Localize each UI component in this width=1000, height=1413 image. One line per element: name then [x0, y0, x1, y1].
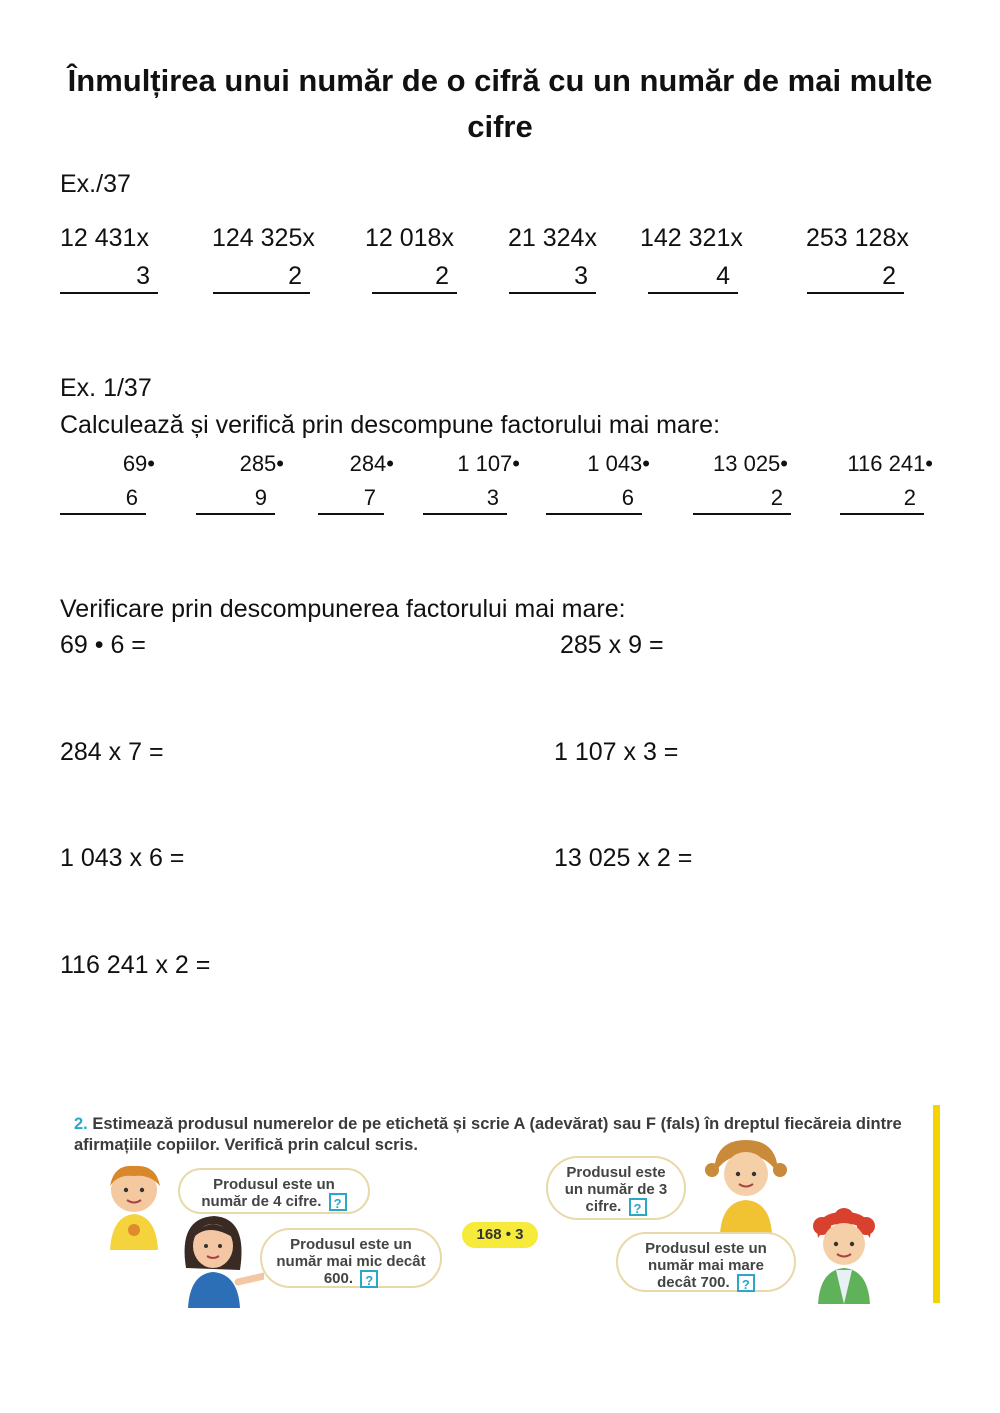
- answer-box[interactable]: ?: [629, 1198, 647, 1216]
- equation: 284 x 7 =: [60, 738, 164, 766]
- multiplier: 4: [648, 262, 738, 294]
- multiplicand: 116 241•: [847, 451, 933, 476]
- equation: 13 025 x 2 =: [554, 844, 693, 872]
- equation: 116 241 x 2 =: [60, 951, 211, 979]
- multiplier: 2: [840, 485, 924, 515]
- multiplier: 2: [372, 262, 457, 294]
- equation: 1 043 x 6 =: [60, 844, 185, 872]
- exercise-label: Ex. 1/37: [60, 374, 152, 402]
- multiplier: 2: [807, 262, 904, 294]
- girl-illustration: [700, 1134, 792, 1234]
- multiplicand: 13 025•: [713, 451, 788, 476]
- page-title: Înmulțirea unui număr de o cifră cu un număr de mai multe cifre: [67, 63, 933, 144]
- exercise-number: 2.: [74, 1115, 88, 1133]
- girl-illustration: [168, 1208, 264, 1308]
- speech-bubble: [260, 1228, 442, 1288]
- speech-bubble: [616, 1232, 796, 1292]
- multiplicand: 12 431x: [60, 224, 149, 252]
- equation: 285 x 9 =: [560, 631, 664, 659]
- boy-illustration: [94, 1160, 176, 1250]
- number-tag: 168 • 3: [462, 1222, 538, 1248]
- bubble-text: Produsul este un număr mai mic decât 600.: [276, 1236, 426, 1287]
- multiplier: 6: [546, 485, 642, 515]
- speech-bubble: [178, 1168, 370, 1214]
- page-margin-stripe: [933, 1105, 940, 1303]
- equation: 1 107 x 3 =: [554, 738, 679, 766]
- exercise-instruction: Calculează și verifică prin descompune factorului mai mare:: [60, 411, 721, 439]
- bubble-text: Produsul este un număr de 4 cifre.: [201, 1176, 335, 1210]
- multiplier: 3: [423, 485, 507, 515]
- multiplicand: 1 043•: [587, 451, 650, 476]
- multiplier: 2: [213, 262, 310, 294]
- multiplicand: 285•: [239, 451, 284, 476]
- multiplier: 2: [693, 485, 791, 515]
- multiplicand: 69•: [122, 451, 155, 476]
- multiplicand: 12 018x: [365, 224, 454, 252]
- multiplier: 3: [60, 262, 158, 294]
- answer-box[interactable]: ?: [737, 1274, 755, 1292]
- multiplicand: 284•: [349, 451, 394, 476]
- answer-box[interactable]: ?: [329, 1193, 347, 1211]
- multiplicand: 124 325x: [212, 224, 315, 252]
- bubble-text: Produsul este un număr de 3 cifre.: [564, 1164, 668, 1215]
- equation: 69 • 6 =: [60, 631, 146, 659]
- boy-illustration: [800, 1208, 886, 1304]
- bubble-text: Produsul este un număr mai mare decât 700.: [645, 1240, 767, 1291]
- multiplier: 7: [318, 485, 384, 515]
- instruction-text: Estimează produsul numerelor de pe etichetă și scrie A (adevărat) sau F (fals) în dreptul fiecăreia dintre afirmațiile copiilor. Verifică prin calcul scris.: [74, 1115, 902, 1154]
- textbook-exercise: [60, 1100, 940, 1310]
- multiplicand: 21 324x: [508, 224, 597, 252]
- multiplicand: 1 107•: [457, 451, 520, 476]
- multiplicand: 253 128x: [806, 224, 909, 252]
- section-heading: Verificare prin descompunerea factorului mai mare:: [60, 595, 626, 623]
- textbook-instruction: [74, 1114, 924, 1156]
- speech-bubble: [546, 1156, 686, 1220]
- multiplier: 3: [509, 262, 596, 294]
- multiplicand: 142 321x: [640, 224, 743, 252]
- multiplier: 6: [60, 485, 146, 515]
- exercise-label: Ex./37: [60, 170, 131, 198]
- multiplier: 9: [196, 485, 275, 515]
- answer-box[interactable]: ?: [360, 1270, 378, 1288]
